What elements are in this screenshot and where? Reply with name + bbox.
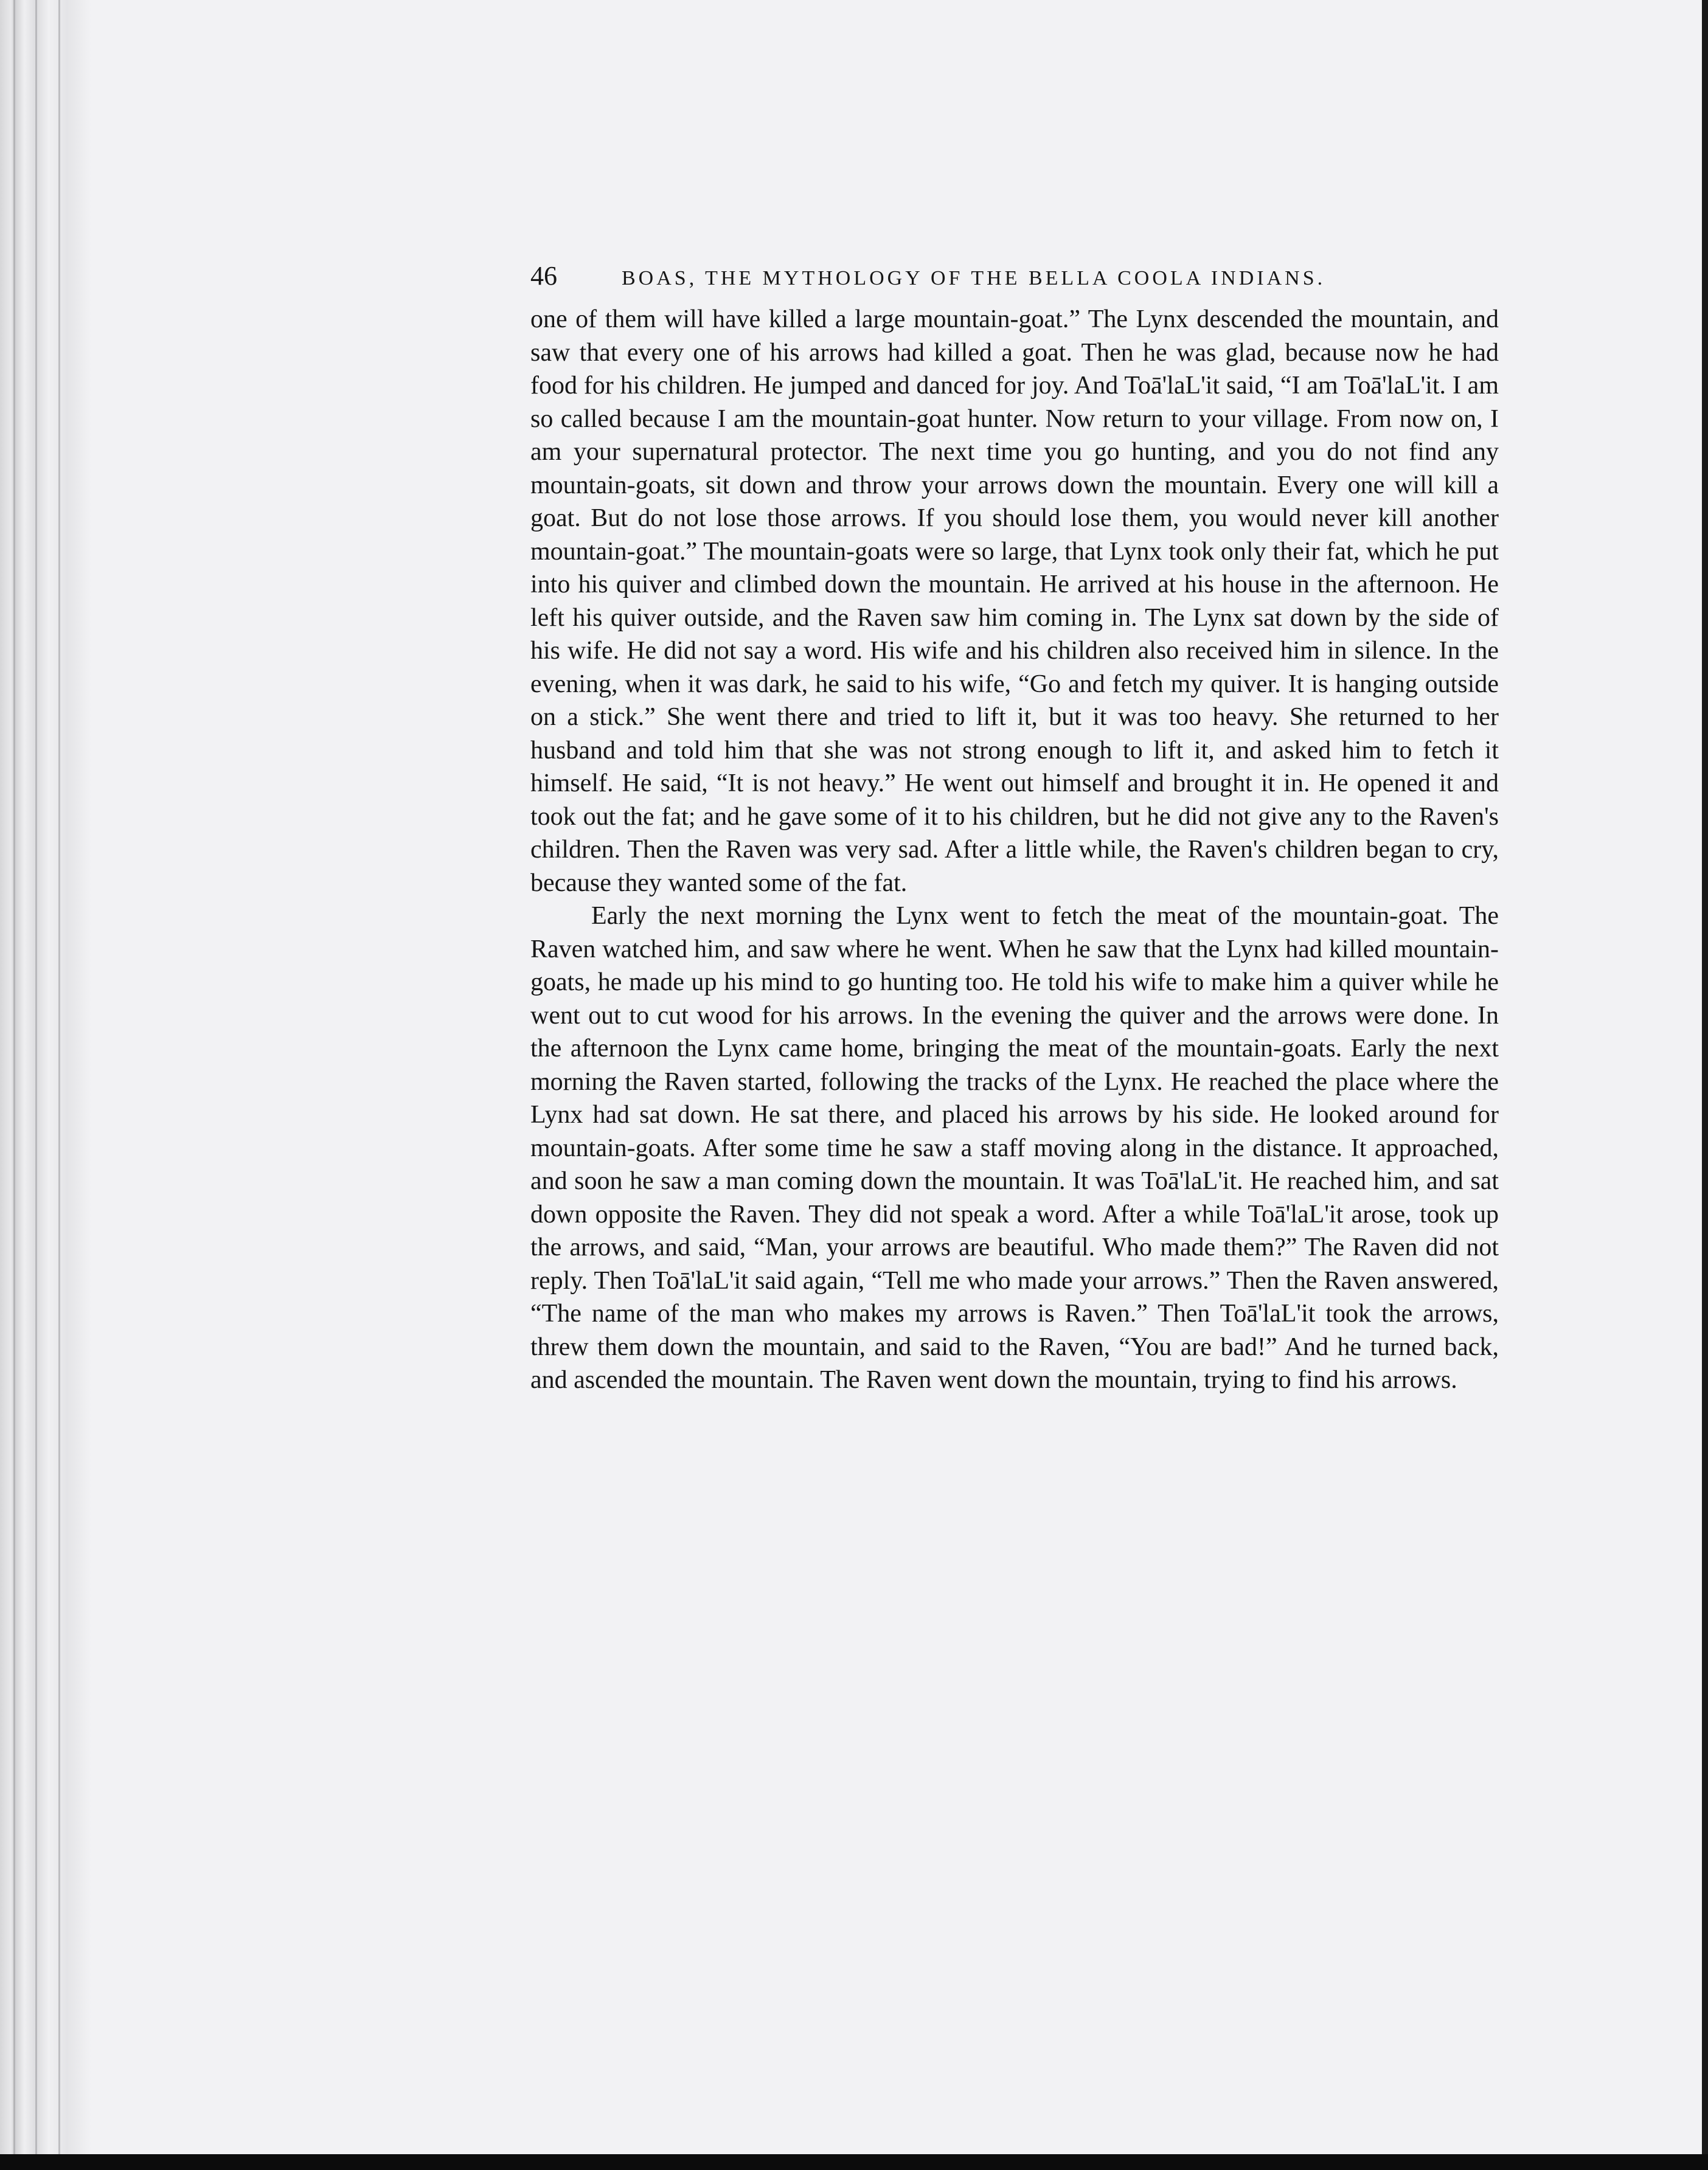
page-number: 46 — [530, 261, 557, 291]
book-page — [530, 260, 1499, 1397]
running-title: BOAS, THE MYTHOLOGY OF THE BELLA COOLA INDIANS. — [622, 267, 1326, 289]
scan-bottom-edge — [0, 2154, 1708, 2170]
paragraph-1: one of them will have killed a large mountain-goat.” The Lynx descended the mountain, and saw that every one of his arrows had killed a goat. Then he was glad, because now he had food for his children. He jumped and danced for joy. And Toā'laL'it said, “I am Toā'laL'it. I am so called because I am the mountain-goat hunter. Now return to your village. From now on, I am your supernatural protector. The next time you go hunting, and you do not find any mountain-goats, sit down and throw your arrows down the mountain. Every one will kill a goat. But do not lose those arrows. If you should lose them, you would never kill another mountain-goat.” The mountain-goats were so large, that Lynx took only their fat, which he put into his quiver and climbed down the mountain. He arrived at his house in the afternoon. He left his quiver outside, and the Raven saw him coming in. The Lynx sat down by the side of his wife. He did not say a word. His wife and his children also received him in silence. In the evening, when it was dark, he said to his wife, “Go and fetch my quiver. It is hanging outside on a stick.” She went there and tried to lift it, but it was too heavy. She returned to her husband and told him that she was not strong enough to lift it, and asked him to fetch it himself. He said, “It is not heavy.” He went out himself and brought it in. He opened it and took out the fat; and he gave some of it to his children, but he did not give any to the Raven's children. Then the Raven was very sad. After a little while, the Raven's children began to cry, because they wanted some of the fat. — [530, 305, 1499, 897]
running-head — [530, 260, 1499, 297]
gutter-line — [13, 0, 15, 2170]
paragraph-2: Early the next morning the Lynx went to fetch the meat of the mountain-goat. The Raven watched him, and saw where he went. When he saw that the Lynx had killed mountain-goats, he made up his mind to go hunting too. He told his wife to make him a quiver while he went out to cut wood for his arrows. In the evening the quiver and the arrows were done. In the afternoon the Lynx came home, bringing the meat of the mountain-goats. Early the next morning the Raven started, following the tracks of the Lynx. He reached the place where the Lynx had sat down. He sat there, and placed his arrows by his side. He looked around for mountain-goats. After some time he saw a staff moving along in the distance. It approached, and soon he saw a man coming down the mountain. It was Toā'laL'it. He reached him, and sat down opposite the Raven. They did not speak a word. After a while Toā'laL'it arose, took up the arrows, and said, “Man, your arrows are beautiful. Who made them?” The Raven did not reply. Then Toā'laL'it said again, “Tell me who made your arrows.” Then the Raven answered, “The name of the man who makes my arrows is Raven.” Then Toā'laL'it took the arrows, threw them down the mountain, and said to the Raven, “You are bad!” And he turned back, and ascended the mountain. The Raven went down the mountain, trying to find his arrows. — [530, 902, 1499, 1394]
gutter-line — [35, 0, 37, 2170]
scan-right-edge — [1702, 0, 1708, 2170]
gutter-line — [58, 0, 60, 2170]
scan-gutter — [0, 0, 91, 2170]
